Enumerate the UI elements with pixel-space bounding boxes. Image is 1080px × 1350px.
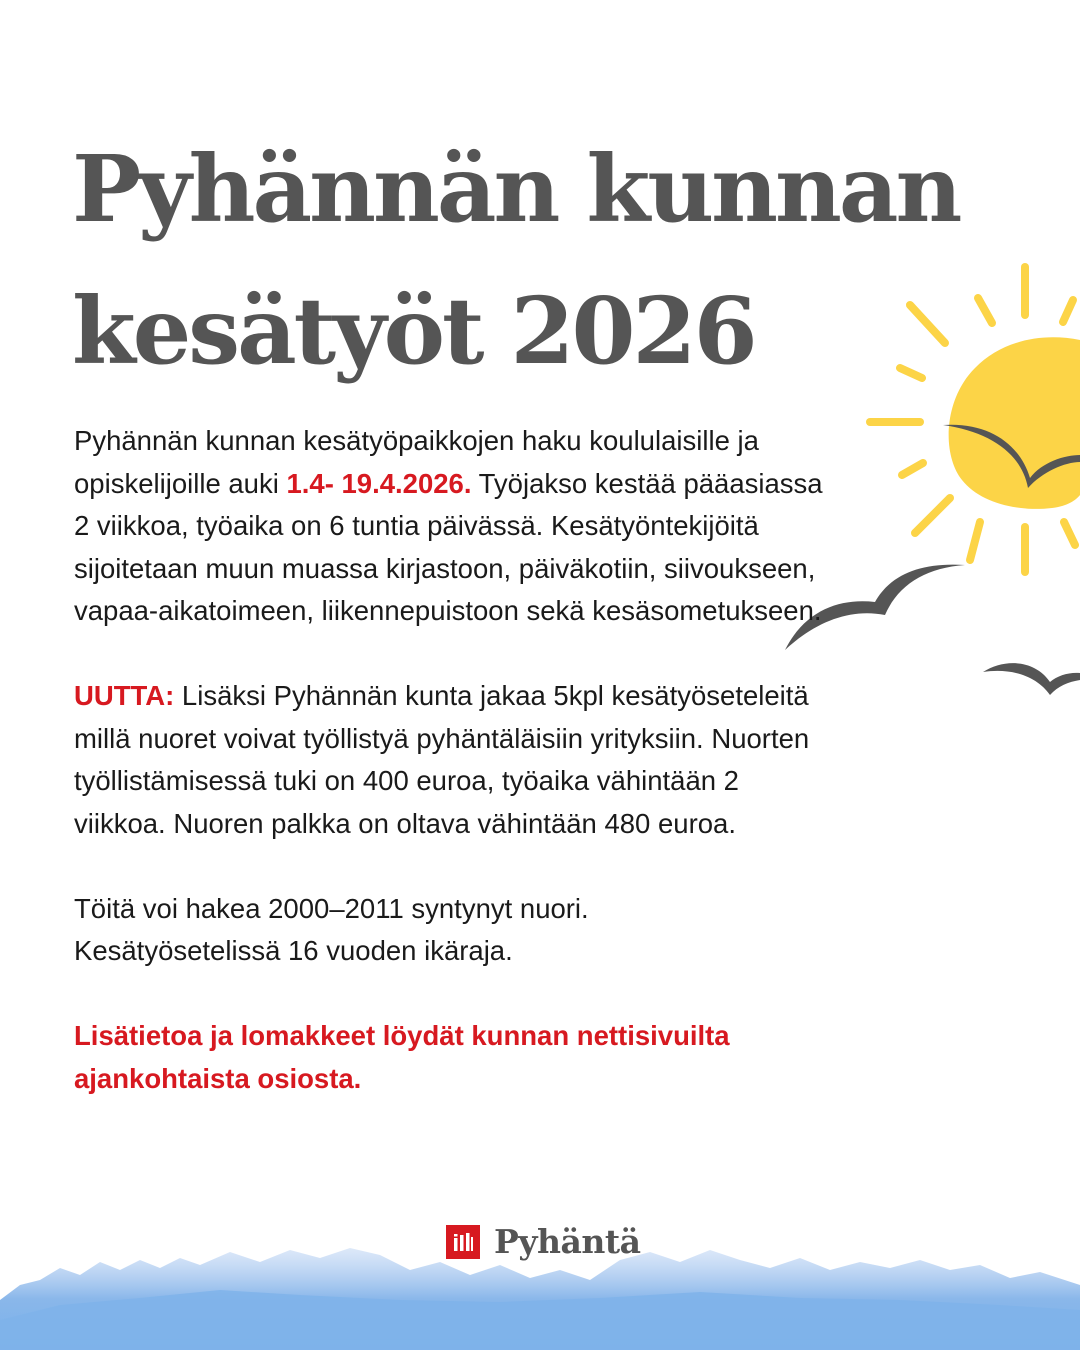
application-dates: 1.4- 19.4.2026. xyxy=(286,467,472,499)
title-line-1: Pyhännän kunnan xyxy=(72,135,960,243)
sun-icon xyxy=(949,337,1080,509)
watercolor-water-decoration xyxy=(0,1240,1080,1350)
main-content xyxy=(74,420,834,1143)
new-label: UUTTA: xyxy=(74,680,175,711)
new-info-text: Lisäksi Pyhännän kunta jakaa 5kpl kesätyöseteleitä millä nuoret voivat työllistyä pyhäntäläisiin yrityksiin. Nuorten työllistämisessä tuki on 400 euroa, työaika vähintään 2 viikkoa. Nuoren palkka on oltava vähintään 480 euroa. xyxy=(74,680,810,839)
logo-text: Pyhäntä xyxy=(494,1222,641,1261)
eligibility-paragraph xyxy=(74,888,834,973)
title-line-2: kesätyöt 2026 xyxy=(72,277,755,385)
intro-text: Pyhännän kunnan kesätyöpaikkojen haku koululaisille ja opiskelijoille auki xyxy=(74,425,759,499)
new-info-paragraph xyxy=(74,675,834,845)
eligibility-line-1: Töitä voi hakea 2000–2011 syntynyt nuori. xyxy=(74,892,589,924)
intro-text-rest: Työjakso kestää pääasiassa 2 viikkoa, työaika on 6 tuntia päivässä. Kesätyöntekijöitä sijoitetaan muun muassa kirjastoon, päiväkotiin, siivoukseen, vapaa-aikatoimeen, liikennepuistoon sekä kesäsometukseen. xyxy=(74,467,823,626)
intro-paragraph xyxy=(74,420,834,633)
more-info-note: Lisätietoa ja lomakkeet löydät kunnan nettisivuilta ajankohtaista osiosta. xyxy=(74,1020,730,1094)
eligibility-line-2: Kesätyösetelissä 16 vuoden ikäraja. xyxy=(74,935,513,966)
